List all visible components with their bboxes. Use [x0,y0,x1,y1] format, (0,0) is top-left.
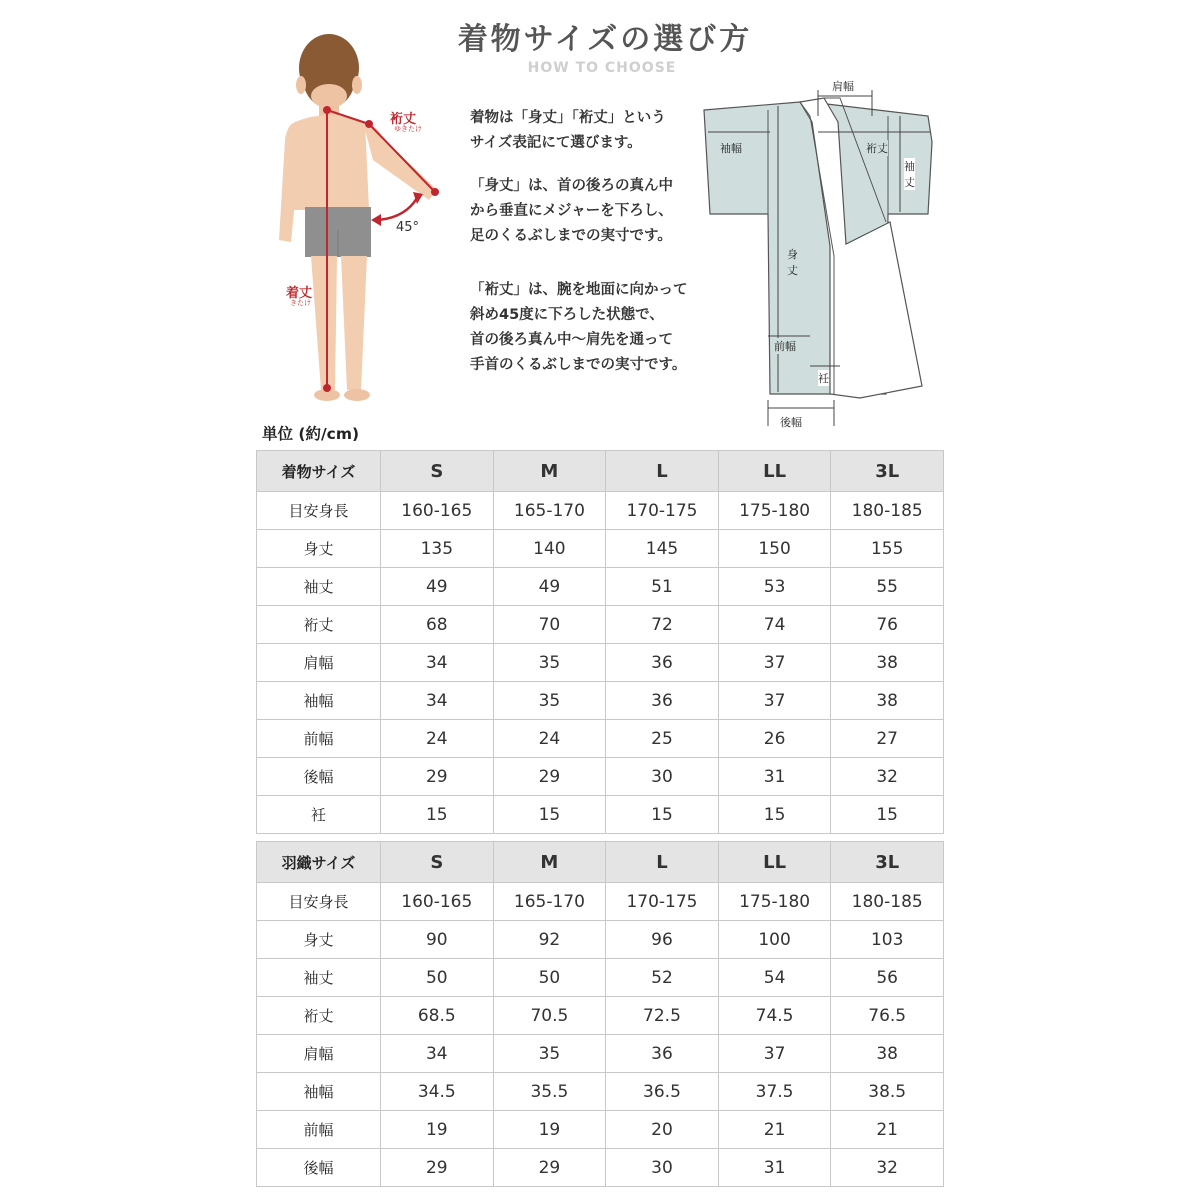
kimono-table-header-cell: L [606,451,719,492]
haori-table-cell: 68.5 [381,997,494,1035]
haori-table-cell: 103 [831,921,944,959]
kimono-mitake-label-2: 丈 [787,264,798,277]
haori-table-cell: 31 [718,1149,831,1187]
kimono-table-cell: 38 [831,682,944,720]
haori-table-cell: 21 [718,1111,831,1149]
kimono-mitake-label-1: 身 [787,248,798,261]
haori-table-row-label: 目安身長 [257,883,381,921]
kimono-table-cell: 38 [831,644,944,682]
haori-table-cell: 19 [493,1111,606,1149]
haori-table-cell: 29 [493,1149,606,1187]
haori-table-cell: 35 [493,1035,606,1073]
kimono-table-cell: 31 [718,758,831,796]
haori-table-cell: 20 [606,1111,719,1149]
kimono-table-cell: 25 [606,720,719,758]
haori-table-row-label: 袖幅 [257,1073,381,1111]
haori-table-row-label: 肩幅 [257,1035,381,1073]
kimono-table-cell: 53 [718,568,831,606]
haori-table-row-label: 身丈 [257,921,381,959]
kimono-table-cell: 70 [493,606,606,644]
kimono-table-row [257,644,944,682]
haori-table-cell: 74.5 [718,997,831,1035]
haori-table-cell: 160-165 [381,883,494,921]
kimono-table-cell: 29 [493,758,606,796]
haori-table-cell: 96 [606,921,719,959]
haori-table-cell: 50 [381,959,494,997]
kimono-table-header-row [257,451,944,492]
haori-table-row-label: 後幅 [257,1149,381,1187]
haori-size-table [256,841,944,1187]
kimono-table-cell: 49 [493,568,606,606]
kimono-table-cell: 24 [493,720,606,758]
kimono-table-header-cell: M [493,451,606,492]
kimono-table-header-cell: S [381,451,494,492]
kimono-table-cell: 35 [493,644,606,682]
unit-label: 単位 (約/cm) [262,425,360,443]
description-line: 着物は「身丈」「裄丈」という [470,110,666,126]
haori-table-row [257,883,944,921]
kimono-katahaba-label: 肩幅 [832,80,854,93]
kimono-table-row [257,720,944,758]
description-line: 「身丈」は、首の後ろの真ん中 [470,178,673,194]
kimono-sodetake-label-1: 袖 [904,160,915,173]
kimono-table-cell: 76 [831,606,944,644]
haori-table-row-label: 袖丈 [257,959,381,997]
kitake-kana-label: きたけ [290,299,311,307]
kimono-okumi-label: 衽 [818,372,829,385]
kimono-table-cell: 180-185 [831,492,944,530]
kimono-table-cell: 170-175 [606,492,719,530]
haori-table-cell: 30 [606,1149,719,1187]
haori-table-cell: 50 [493,959,606,997]
kimono-table-header-cell: 3L [831,451,944,492]
kimono-table-cell: 145 [606,530,719,568]
haori-table-row [257,1035,944,1073]
haori-table-cell: 21 [831,1111,944,1149]
yukitake-label: 裄丈 [390,112,417,127]
kimono-table-cell: 15 [831,796,944,834]
kimono-table-cell: 30 [606,758,719,796]
kimono-yukitake-label: 裄丈 [866,142,888,155]
haori-table-row [257,997,944,1035]
kimono-table-cell: 34 [381,682,494,720]
kimono-size-table [256,450,944,834]
kimono-table-cell: 74 [718,606,831,644]
kimono-table-row-label: 目安身長 [257,492,381,530]
kimono-table-row-label: 裄丈 [257,606,381,644]
kimono-table-header-cell: LL [718,451,831,492]
kimono-sodetake-label-2: 丈 [904,176,915,189]
haori-table-row [257,1111,944,1149]
kimono-maehaba-label: 前幅 [774,340,796,353]
haori-table-cell: 56 [831,959,944,997]
description-line: サイズ表記にて選びます。 [470,135,642,151]
description-line: 首の後ろ真ん中～肩先を通って [470,332,673,348]
haori-table-cell: 29 [381,1149,494,1187]
haori-table-row [257,959,944,997]
description-paragraph-2 [470,174,673,249]
kimono-table-row-label: 後幅 [257,758,381,796]
haori-table-header-cell: S [381,842,494,883]
description-paragraph-1 [470,106,666,156]
kimono-table-cell: 34 [381,644,494,682]
haori-table-cell: 76.5 [831,997,944,1035]
kimono-table-cell: 37 [718,682,831,720]
haori-table-cell: 165-170 [493,883,606,921]
haori-table-header-row [257,842,944,883]
description-line: 「裄丈」は、腕を地面に向かって [470,282,688,298]
haori-table-cell: 92 [493,921,606,959]
description-line: 斜め45度に下ろした状態で、 [470,307,664,323]
kimono-table-cell: 15 [493,796,606,834]
haori-table-cell: 90 [381,921,494,959]
kimono-table-row [257,758,944,796]
haori-table-cell: 54 [718,959,831,997]
kimono-table-cell: 150 [718,530,831,568]
kimono-table-row [257,568,944,606]
kimono-table-cell: 36 [606,644,719,682]
haori-table-cell: 37.5 [718,1073,831,1111]
haori-table-cell: 38 [831,1035,944,1073]
description-line: 手首のくるぶしまでの実寸です。 [470,357,687,373]
kimono-ushirohaba-label: 後幅 [780,416,802,429]
page-title: 着物サイズの選び方 [457,22,753,57]
haori-table-row [257,1073,944,1111]
kimono-table-cell: 26 [718,720,831,758]
kimono-table-cell: 15 [718,796,831,834]
kimono-sodehaba-label: 袖幅 [720,142,742,155]
haori-table-header-cell: 羽織サイズ [257,842,381,883]
haori-table-cell: 34.5 [381,1073,494,1111]
kimono-table-cell: 155 [831,530,944,568]
haori-table-header-cell: 3L [831,842,944,883]
haori-table-cell: 72.5 [606,997,719,1035]
description-line: から垂直にメジャーを下ろし、 [470,203,673,219]
description-paragraph-3 [470,278,688,378]
kimono-table-cell: 68 [381,606,494,644]
kimono-table-cell: 35 [493,682,606,720]
kimono-table-cell: 160-165 [381,492,494,530]
haori-table-row [257,921,944,959]
haori-table-row-label: 前幅 [257,1111,381,1149]
haori-table-cell: 170-175 [606,883,719,921]
haori-table-cell: 52 [606,959,719,997]
kimono-table-row [257,530,944,568]
kimono-table-cell: 55 [831,568,944,606]
haori-table-cell: 32 [831,1149,944,1187]
kimono-table-row [257,682,944,720]
haori-table-cell: 100 [718,921,831,959]
kimono-table-row [257,796,944,834]
haori-table-cell: 34 [381,1035,494,1073]
kimono-table-cell: 37 [718,644,831,682]
kimono-table-cell: 72 [606,606,719,644]
kimono-table-cell: 175-180 [718,492,831,530]
haori-table-cell: 36.5 [606,1073,719,1111]
haori-table-cell: 36 [606,1035,719,1073]
haori-table-row-label: 裄丈 [257,997,381,1035]
kimono-table-cell: 165-170 [493,492,606,530]
kimono-table-cell: 29 [381,758,494,796]
kimono-table-cell: 15 [606,796,719,834]
kimono-table-cell: 51 [606,568,719,606]
kimono-table-row-label: 袖丈 [257,568,381,606]
angle-label: 45° [396,220,420,235]
person-measurement-illustration [265,30,465,410]
haori-table-header-cell: L [606,842,719,883]
kimono-table-cell: 49 [381,568,494,606]
kimono-table-row-label: 前幅 [257,720,381,758]
haori-table-cell: 180-185 [831,883,944,921]
haori-table-cell: 19 [381,1111,494,1149]
kimono-table-cell: 27 [831,720,944,758]
kimono-table-row-label: 身丈 [257,530,381,568]
kimono-table-cell: 135 [381,530,494,568]
description-line: 足のくるぶしまでの実寸です。 [470,228,672,244]
haori-table-cell: 175-180 [718,883,831,921]
haori-table-cell: 38.5 [831,1073,944,1111]
kitake-label: 着丈 [286,286,313,301]
haori-table-cell: 70.5 [493,997,606,1035]
kimono-table-row [257,492,944,530]
kimono-table-row-label: 肩幅 [257,644,381,682]
haori-table-cell: 35.5 [493,1073,606,1111]
kimono-table-cell: 32 [831,758,944,796]
kimono-table-cell: 24 [381,720,494,758]
kimono-table-row-label: 衽 [257,796,381,834]
kimono-table-row [257,606,944,644]
kimono-table-header-cell: 着物サイズ [257,451,381,492]
haori-table-header-cell: M [493,842,606,883]
haori-table-cell: 37 [718,1035,831,1073]
yukitake-kana-label: ゆきたけ [394,125,422,133]
haori-table-row [257,1149,944,1187]
kimono-table-row-label: 袖幅 [257,682,381,720]
kimono-table-cell: 15 [381,796,494,834]
page-subtitle: HOW TO CHOOSE [527,60,677,76]
kimono-table-cell: 36 [606,682,719,720]
haori-table-header-cell: LL [718,842,831,883]
kimono-table-cell: 140 [493,530,606,568]
